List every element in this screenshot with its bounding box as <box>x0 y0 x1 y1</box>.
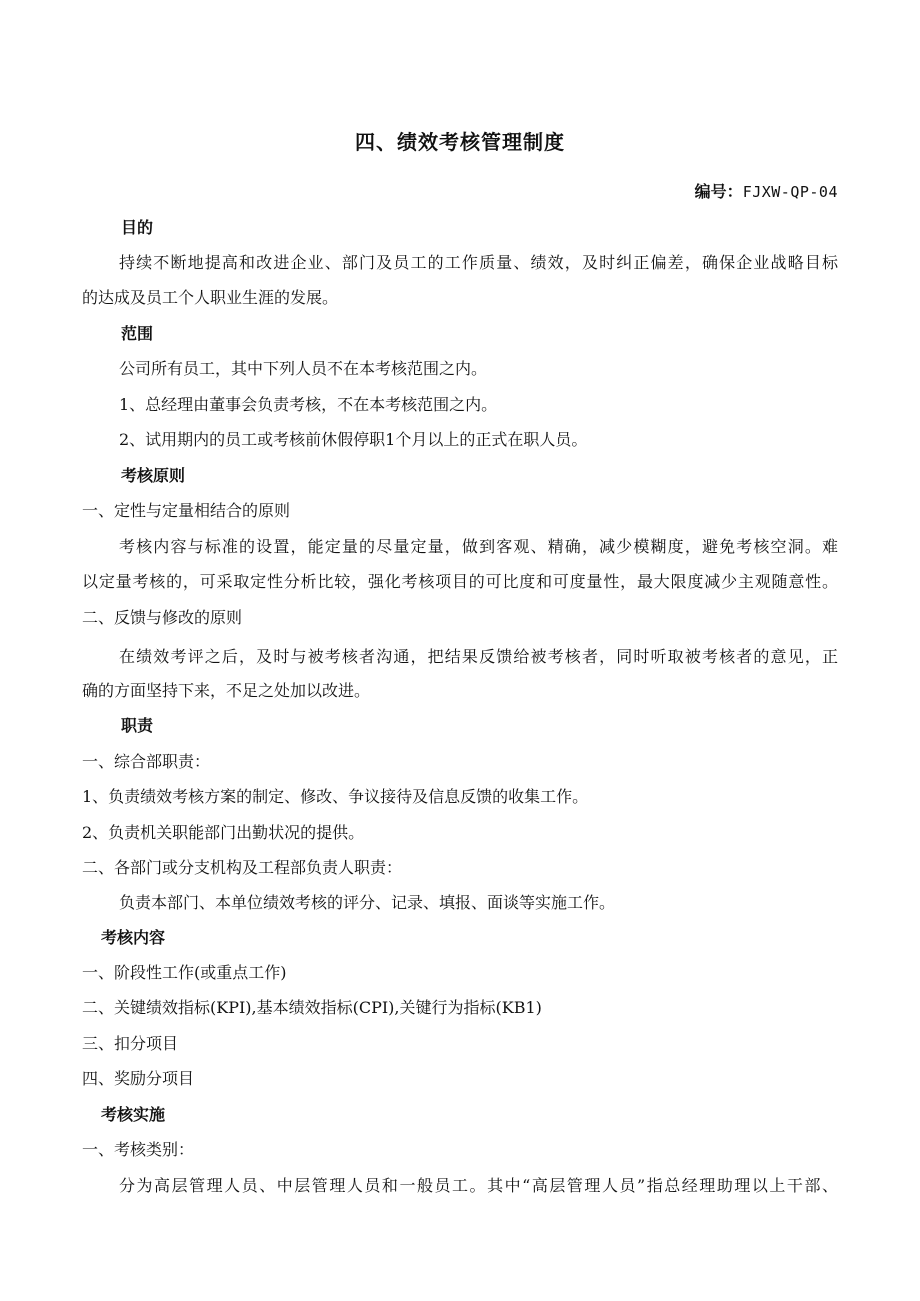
duty-2-title: 二、各部门或分支机构及工程部负责人职责： <box>82 858 403 877</box>
document-title: 四、绩效考核管理制度 <box>355 130 565 154</box>
principle-2-line-1: 在绩效考评之后，及时与被考核者沟通，把结果反馈给被考核者，同时听取被考核者的意见，正 <box>119 647 838 666</box>
purpose-paragraph-line-2: 的达成及员工个人职业生涯的发展。 <box>82 288 339 307</box>
implementation-1-title: 一、考核类别： <box>82 1140 195 1159</box>
scope-item-1: 1、总经理由董事会负责考核，不在本考核范围之内。 <box>119 395 498 414</box>
duty-1-title: 一、综合部职责： <box>82 752 211 771</box>
duty-2-item-1: 负责本部门、本单位绩效考核的评分、记录、填报、面谈等实施工作。 <box>119 893 616 912</box>
principle-2-title: 二、反馈与修改的原则 <box>82 608 243 627</box>
section-heading-implementation: 考核实施 <box>101 1105 166 1124</box>
document-number-value: FJXW-QP-04 <box>742 183 838 201</box>
scope-item-2: 2、试用期内的员工或考核前休假停职1个月以上的正式在职人员。 <box>119 430 588 449</box>
content-item-3: 三、扣分项目 <box>82 1034 179 1053</box>
duty-1-item-2: 2、负责机关职能部门出勤状况的提供。 <box>82 823 365 842</box>
content-item-1: 一、阶段性工作(或重点工作) <box>82 963 287 982</box>
principle-1-title: 一、定性与定量相结合的原则 <box>82 501 291 520</box>
section-heading-purpose: 目的 <box>121 218 154 237</box>
content-item-4: 四、奖励分项目 <box>82 1069 195 1088</box>
principle-1-line-1: 考核内容与标准的设置，能定量的尽量定量，做到客观、精确，减少模糊度，避免考核空洞。难 <box>119 537 838 556</box>
implementation-1-line-1: 分为高层管理人员、中层管理人员和一般员工。其中“高层管理人员”指总经理助理以上干部、 <box>119 1176 838 1195</box>
section-heading-content: 考核内容 <box>101 928 166 947</box>
content-item-2: 二、关键绩效指标(KPI),基本绩效指标(CPI),关键行为指标(KB1) <box>82 998 542 1017</box>
principle-2-line-2: 确的方面坚持下来，不足之处加以改进。 <box>82 681 371 700</box>
section-heading-scope: 范围 <box>121 324 154 343</box>
document-number-label: 编号： <box>694 182 743 201</box>
principle-1-line-2: 以定量考核的，可采取定性分析比较，强化考核项目的可比度和可度量性，最大限度减少主观随意性。 <box>82 572 838 591</box>
section-heading-principles: 考核原则 <box>121 466 186 485</box>
duty-1-item-1: 1、负责绩效考核方案的制定、修改、争议接待及信息反馈的收集工作。 <box>82 787 589 806</box>
purpose-paragraph-line-1: 持续不断地提高和改进企业、部门及员工的工作质量、绩效，及时纠正偏差，确保企业战略目标 <box>119 253 838 272</box>
section-heading-duties: 职责 <box>121 716 154 735</box>
document-number <box>695 181 838 203</box>
scope-paragraph: 公司所有员工，其中下列人员不在本考核范围之内。 <box>119 359 488 378</box>
